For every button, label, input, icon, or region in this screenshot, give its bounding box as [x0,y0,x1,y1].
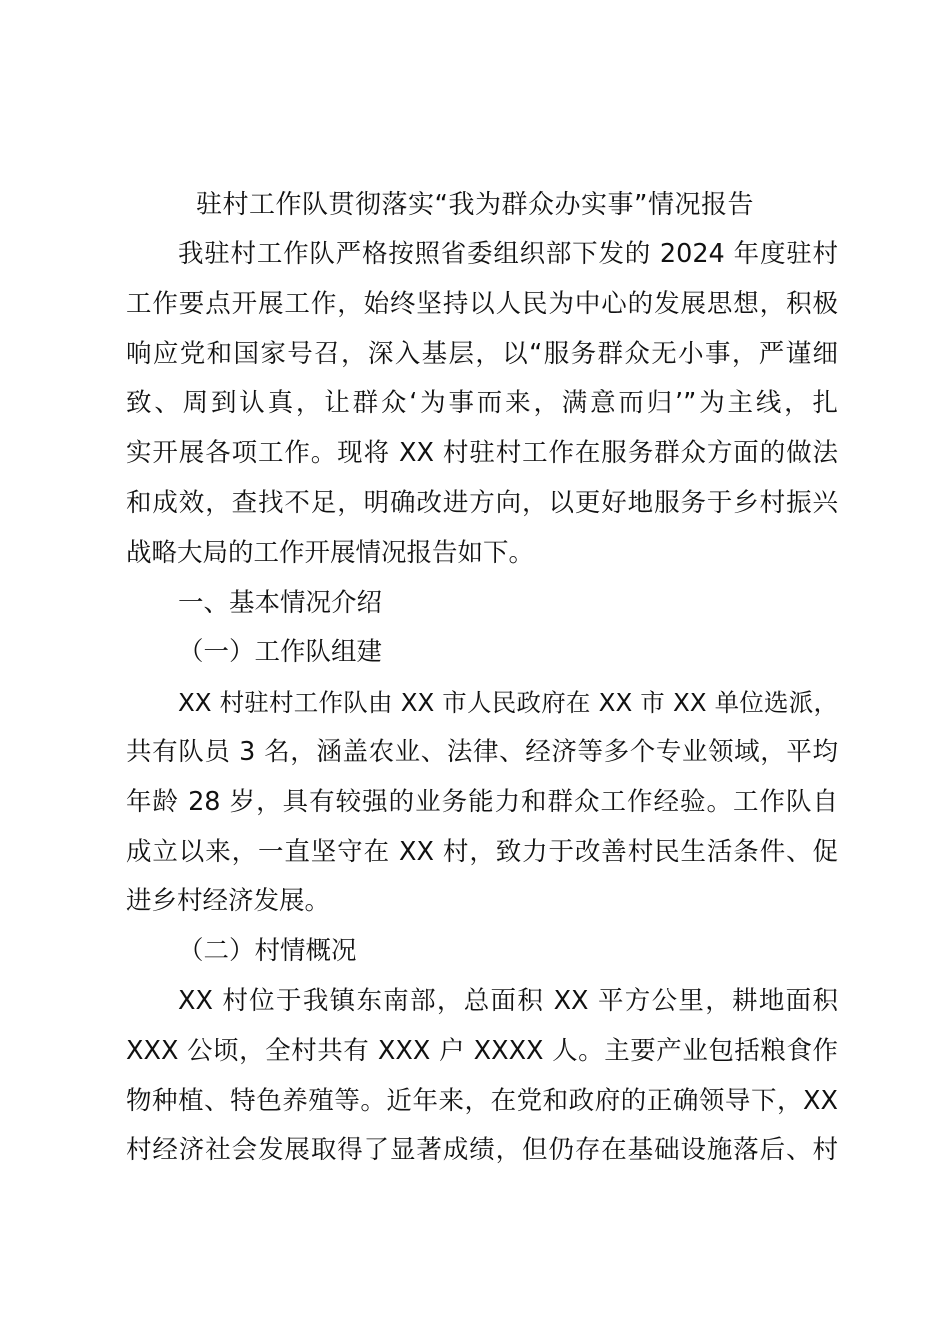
text-line: 进乡村经济发展。 [126,886,331,917]
text-line: 一、基本情况介绍 [178,587,383,618]
text-line: XX 村位于我镇东南部，总面积 XX 平方公里，耕地面积 [178,985,838,1016]
text-line: （一）工作队组建 [178,637,383,668]
text-line: 致、周到认真，让群众‘为事而来，满意而归’”为主线，扎 [126,388,838,419]
text-line: XXX 公顷，全村共有 XXX 户 XXXX 人。主要产业包括粮食作 [126,1035,838,1066]
text-line: XX 村驻村工作队由 XX 市人民政府在 XX 市 XX 单位选派， [178,688,838,718]
text-line: （二）村情概况 [178,936,357,967]
document-title: 驻村工作队贯彻落实“我为群众办实事”情况报告 [196,190,754,220]
text-line: 我驻村工作队严格按照省委组织部下发的 2024 年度驻村 [178,239,838,269]
text-line: 战略大局的工作开展情况报告如下。 [126,537,535,568]
text-line: 工作要点开展工作，始终坚持以人民为中心的发展思想，积极 [126,288,838,319]
text-line: 实开展各项工作。现将 XX 村驻村工作在服务群众方面的做法 [126,438,838,469]
text-line: 年龄 28 岁，具有较强的业务能力和群众工作经验。工作队自 [126,786,838,817]
text-line: 物种植、特色养殖等。近年来，在党和政府的正确领导下，XX [126,1085,838,1116]
text-line: 和成效，查找不足，明确改进方向，以更好地服务于乡村振兴 [126,487,838,518]
text-line: 共有队员 3 名，涵盖农业、法律、经济等多个专业领域，平均 [126,736,838,767]
text-line: 成立以来，一直坚守在 XX 村，致力于改善村民生活条件、促 [126,836,838,867]
document-body [126,230,838,1176]
text-line: 响应党和国家号召，深入基层，以“服务群众无小事，严谨细 [126,338,838,369]
text-line: 村经济社会发展取得了显著成绩，但仍存在基础设施落后、村 [126,1135,838,1166]
